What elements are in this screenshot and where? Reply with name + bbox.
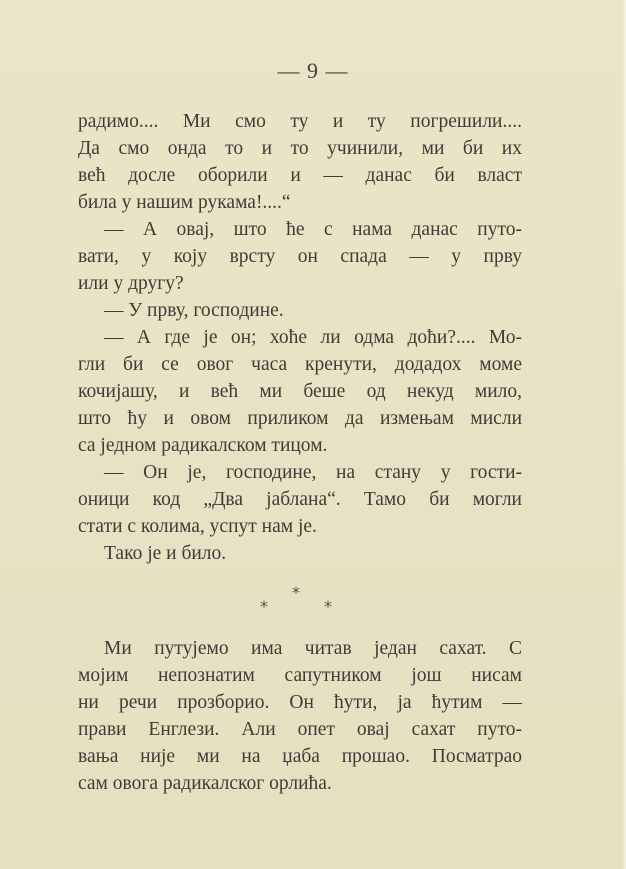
- text-line: гли би се овог часа кренути, додадох моме: [78, 354, 522, 375]
- section-separator: [78, 567, 522, 616]
- text-line: Да смо онда то и то учинили, ми би их: [78, 138, 522, 159]
- text-line: са једном радикалском тицом.: [78, 435, 328, 456]
- text-line: прави Енглези. Али опет овај сахат путо-: [78, 719, 522, 740]
- paragraph: [78, 108, 522, 216]
- text-line: ни речи прозборио. Он ћути, ја ћутим —: [78, 692, 522, 713]
- paragraph: [78, 216, 522, 297]
- paragraph: [78, 635, 522, 797]
- separator-star: *: [260, 597, 268, 616]
- text-line: што ћу и овом приликом да измењам мисли: [78, 408, 522, 429]
- text-line: — А овај, што ће с нама данас путо-: [104, 219, 522, 240]
- paragraph: [78, 540, 522, 567]
- text-line: стати с колима, успут нам је.: [78, 516, 317, 537]
- page-number: — 9 —: [277, 58, 349, 83]
- paragraph: [78, 324, 522, 459]
- text-line: или у другу?: [78, 273, 184, 294]
- paragraph: [78, 297, 522, 324]
- paragraph: [78, 459, 522, 540]
- page-edge: [622, 0, 626, 869]
- text-line: — Он је, господине, на стану у гости-: [104, 462, 522, 483]
- text-line: вања није ми на џаба прошао. Посматрао: [78, 746, 522, 767]
- text-line: мојим непознатим сапутником још нисам: [78, 665, 522, 686]
- separator-star: *: [324, 597, 332, 616]
- text-line: вати, у коју врсту он спада — у прву: [78, 246, 522, 267]
- text-line: била у нашим рукама!....“: [78, 192, 291, 213]
- text-line: радимо.... Ми смо ту и ту погрешили....: [78, 111, 522, 132]
- text-line: већ досле оборили и — данас би власт: [78, 165, 522, 186]
- text-line: Ми путујемо има читав један сахат. С: [104, 638, 522, 659]
- text-line: сам овога радикалског орлића.: [78, 773, 332, 794]
- text-line: — А где је он; хоће ли одма доћи?.... Мо-: [104, 327, 522, 348]
- text-line: оници код „Два јаблана“. Тамо би могли: [78, 489, 522, 510]
- text-line: — У прву, господине.: [104, 300, 284, 321]
- body-text: [78, 108, 522, 797]
- spacer: [78, 613, 522, 635]
- text-line: Тако је и било.: [104, 543, 227, 564]
- separator-star: *: [292, 583, 300, 602]
- text-line: кочијашу, и већ ми беше од некуд мило,: [78, 381, 522, 402]
